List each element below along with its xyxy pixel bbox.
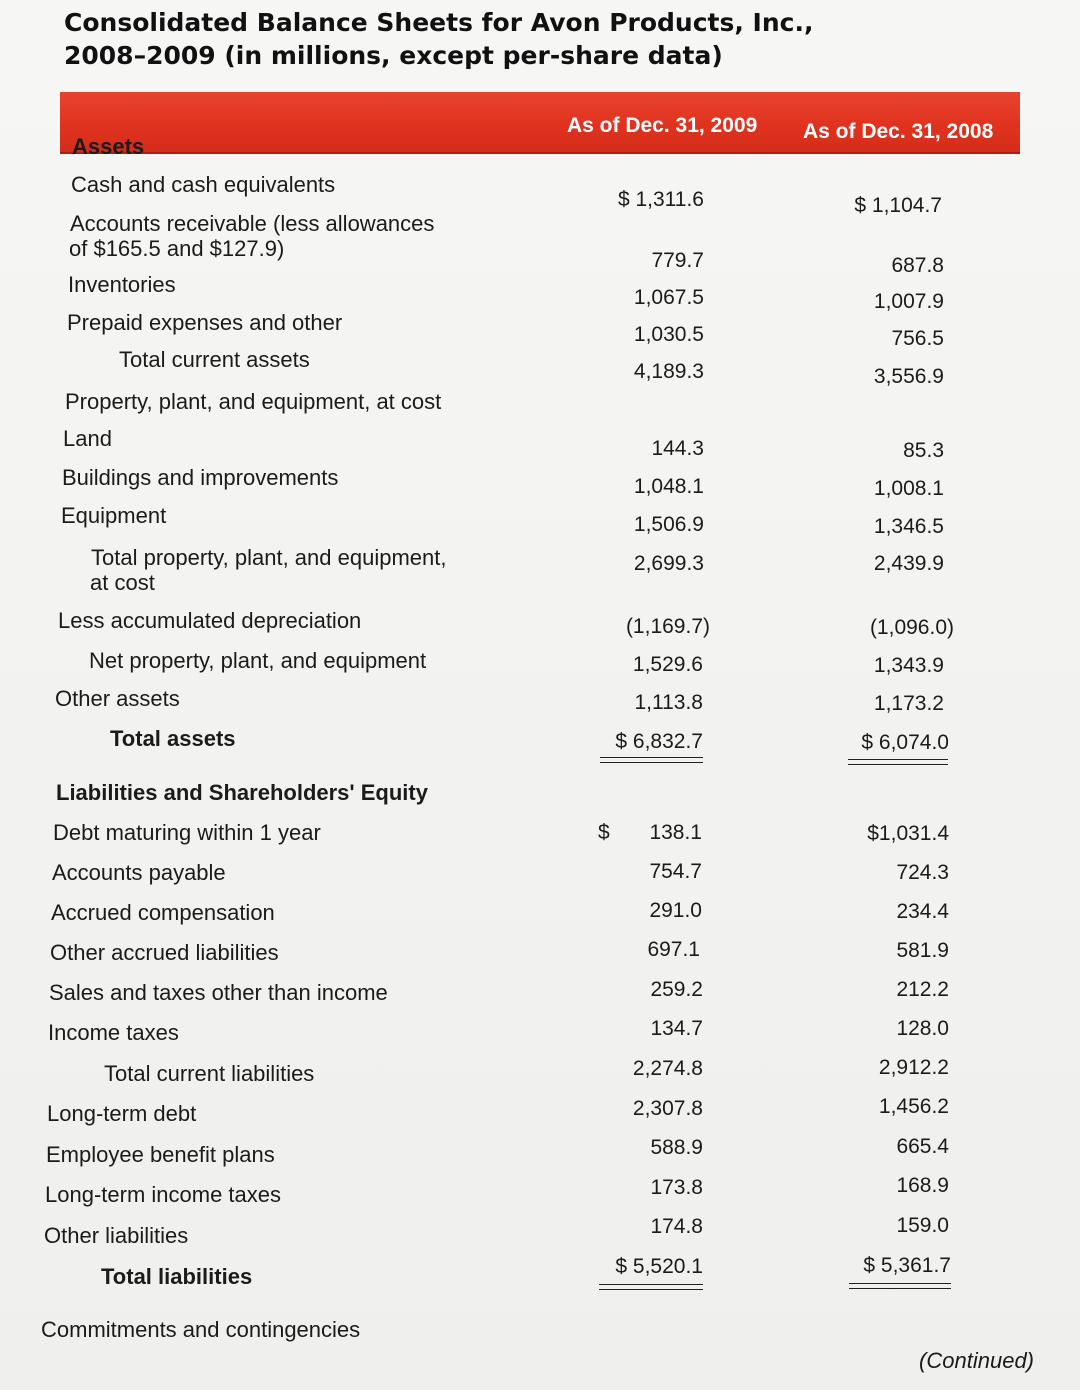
value-2009-total-current-liabilities: 2,274.8 bbox=[632, 1057, 703, 1080]
value-2008-accrued-comp: 234.4 bbox=[896, 900, 949, 923]
row-label-depreciation: Less accumulated depreciation bbox=[58, 608, 362, 633]
row-label-equipment: Equipment bbox=[61, 503, 167, 528]
value-2009-receivables: 779.7 bbox=[651, 249, 704, 272]
value-2008-total-ppe: 2,439.9 bbox=[873, 552, 944, 575]
value-2009-total-current-assets: 4,189.3 bbox=[633, 360, 704, 383]
value-2008-land: 85.3 bbox=[903, 439, 944, 462]
value-2008-equipment: 1,346.5 bbox=[873, 515, 944, 538]
row-label-receivables-cont: of $165.5 and $127.9) bbox=[69, 236, 285, 261]
column-header-2008: As of Dec. 31, 2008 bbox=[803, 120, 994, 143]
row-label-net-ppe: Net property, plant, and equipment bbox=[89, 648, 427, 673]
value-2009-land: 144.3 bbox=[651, 437, 704, 460]
liabilities-heading: Liabilities and Shareholders' Equity bbox=[56, 780, 428, 805]
row-label-total-liabilities: Total liabilities bbox=[101, 1264, 253, 1289]
value-2009-total-ppe: 2,699.3 bbox=[633, 552, 704, 575]
value-2008-net-ppe: 1,343.9 bbox=[873, 654, 944, 677]
value-2009-other-assets: 1,113.8 bbox=[634, 691, 703, 714]
row-label-prepaid: Prepaid expenses and other bbox=[67, 310, 343, 335]
row-label-cash: Cash and cash equivalents bbox=[71, 172, 336, 197]
value-2008-cash: $ 1,104.7 bbox=[854, 194, 942, 217]
double-underline-2009-total-assets bbox=[600, 757, 703, 763]
value-2009-inventories: 1,067.5 bbox=[633, 286, 704, 309]
row-label-receivables: Accounts receivable (less allowances bbox=[70, 211, 435, 236]
value-2008-total-current-assets: 3,556.9 bbox=[873, 365, 944, 388]
row-label-long-term-debt: Long-term debt bbox=[47, 1101, 197, 1126]
value-2009-employee-benefit: 588.9 bbox=[650, 1136, 703, 1159]
title-line-1: Consolidated Balance Sheets for Avon Products, Inc., bbox=[64, 8, 814, 37]
assets-heading: Assets bbox=[72, 134, 145, 159]
row-label-income-taxes: Income taxes bbox=[48, 1020, 179, 1045]
row-label-total-ppe-cont: at cost bbox=[90, 570, 155, 595]
value-2009-income-taxes: 134.7 bbox=[650, 1017, 703, 1040]
value-2008-debt-current: $1,031.4 bbox=[867, 822, 949, 845]
value-2008-receivables: 687.8 bbox=[891, 254, 944, 277]
column-header-2009: As of Dec. 31, 2009 bbox=[567, 114, 758, 137]
value-2008-depreciation: (1,096.0) bbox=[869, 616, 954, 639]
row-label-commitments: Commitments and contingencies bbox=[41, 1317, 361, 1342]
row-label-debt-current: Debt maturing within 1 year bbox=[53, 820, 321, 845]
value-2009-total-liabilities: $ 5,520.1 bbox=[615, 1255, 703, 1278]
value-2008-other-assets: 1,173.2 bbox=[873, 692, 944, 715]
row-label-employee-benefit: Employee benefit plans bbox=[46, 1142, 275, 1167]
row-label-buildings: Buildings and improvements bbox=[62, 465, 339, 490]
value-2009-net-ppe: 1,529.6 bbox=[632, 653, 703, 676]
row-label-sales-taxes: Sales and taxes other than income bbox=[49, 980, 388, 1005]
value-2009-equipment: 1,506.9 bbox=[633, 513, 704, 536]
row-label-ppe-heading: Property, plant, and equipment, at cost bbox=[65, 389, 442, 414]
value-2009-sales-taxes: 259.2 bbox=[650, 978, 703, 1001]
value-2008-buildings: 1,008.1 bbox=[873, 477, 944, 500]
value-2008-prepaid: 756.5 bbox=[891, 327, 944, 350]
value-2008-inventories: 1,007.9 bbox=[873, 290, 944, 313]
value-2009-long-term-income-taxes: 173.8 bbox=[650, 1176, 703, 1199]
double-underline-2008-total-liabilities bbox=[849, 1283, 951, 1289]
value-2009-depreciation: (1,169.7) bbox=[625, 615, 710, 638]
row-label-inventories: Inventories bbox=[68, 272, 176, 297]
value-2009-debt-current: 138.1 bbox=[649, 821, 702, 844]
row-label-accounts-payable: Accounts payable bbox=[52, 860, 226, 885]
value-2008-total-current-liabilities: 2,912.2 bbox=[878, 1056, 949, 1079]
dollar-sign-2009-debt: $ bbox=[598, 821, 610, 844]
row-label-accrued-comp: Accrued compensation bbox=[51, 900, 275, 925]
value-2008-sales-taxes: 212.2 bbox=[896, 978, 949, 1001]
row-label-long-term-income-taxes: Long-term income taxes bbox=[45, 1182, 281, 1207]
value-2009-accrued-comp: 291.0 bbox=[649, 899, 702, 922]
row-label-land: Land bbox=[63, 426, 112, 451]
row-label-total-assets: Total assets bbox=[110, 726, 236, 751]
value-2008-long-term-debt: 1,456.2 bbox=[878, 1095, 949, 1118]
double-underline-2008-total-assets bbox=[848, 759, 948, 765]
double-underline-2009-total-liabilities bbox=[599, 1284, 703, 1290]
value-2008-employee-benefit: 665.4 bbox=[896, 1135, 949, 1158]
value-2009-other-liabilities: 174.8 bbox=[650, 1215, 703, 1238]
row-label-total-ppe: Total property, plant, and equipment, bbox=[91, 545, 447, 570]
row-label-other-accrued: Other accrued liabilities bbox=[50, 940, 279, 965]
page-title bbox=[64, 6, 924, 72]
value-2008-income-taxes: 128.0 bbox=[896, 1017, 949, 1040]
value-2008-other-liabilities: 159.0 bbox=[896, 1214, 949, 1237]
row-label-other-assets: Other assets bbox=[55, 686, 180, 711]
row-label-other-liabilities: Other liabilities bbox=[44, 1223, 189, 1248]
value-2008-other-accrued: 581.9 bbox=[896, 939, 949, 962]
value-2008-accounts-payable: 724.3 bbox=[896, 861, 949, 884]
value-2009-cash: $ 1,311.6 bbox=[617, 188, 704, 211]
value-2009-buildings: 1,048.1 bbox=[633, 475, 704, 498]
title-line-2: 2008–2009 (in millions, except per-share data) bbox=[64, 41, 723, 70]
value-2008-long-term-income-taxes: 168.9 bbox=[896, 1174, 949, 1197]
row-label-total-current-liabilities: Total current liabilities bbox=[104, 1061, 315, 1086]
value-2009-accounts-payable: 754.7 bbox=[649, 860, 702, 883]
value-2008-total-liabilities: $ 5,361.7 bbox=[863, 1254, 951, 1277]
row-label-total-current-assets: Total current assets bbox=[119, 347, 310, 372]
value-2009-long-term-debt: 2,307.8 bbox=[632, 1097, 703, 1120]
value-2009-total-assets: $ 6,832.7 bbox=[615, 730, 703, 753]
value-2009-prepaid: 1,030.5 bbox=[633, 323, 704, 346]
value-2008-total-assets: $ 6,074.0 bbox=[861, 731, 949, 754]
continued-note: (Continued) bbox=[919, 1348, 1034, 1373]
value-2009-other-accrued: 697.1 bbox=[647, 938, 700, 961]
